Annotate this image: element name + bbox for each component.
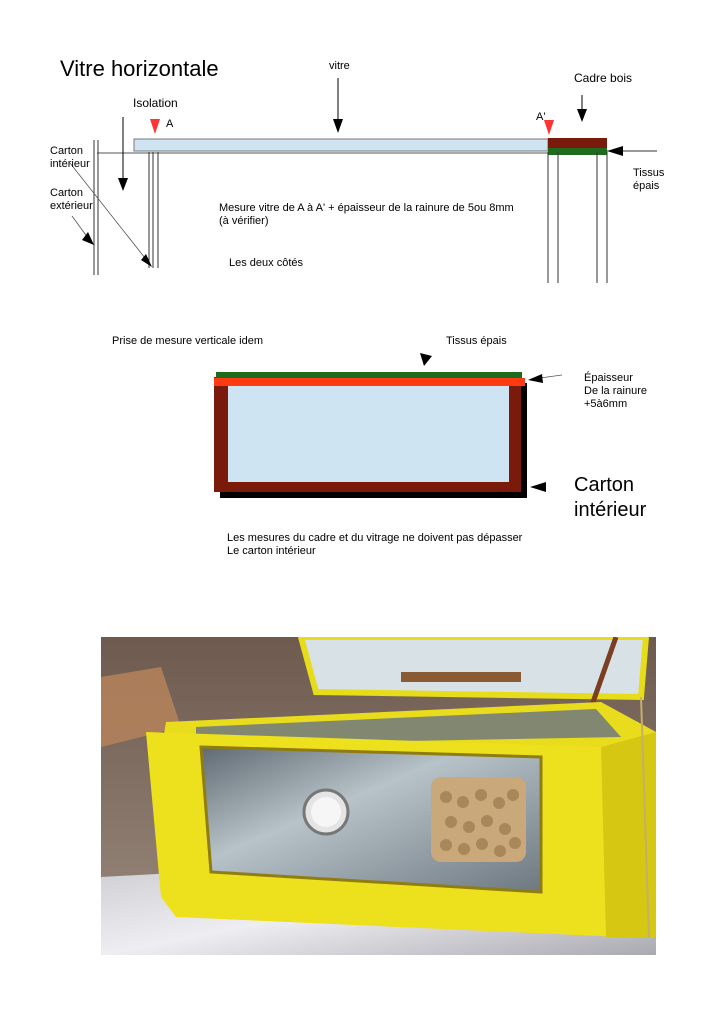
note-text-2: Le carton intérieur [227, 545, 316, 557]
vitre-arrow [333, 119, 343, 133]
tissus-arrow [607, 146, 623, 156]
tissus-label-2: épais [633, 180, 660, 192]
prise-mesure-text: Prise de mesure verticale idem [112, 335, 264, 347]
middle-tissus-arrow [420, 353, 432, 366]
deux-cotes-text: Les deux côtés [229, 257, 303, 269]
middle-carton-label-2: intérieur [574, 499, 647, 521]
cadre-bois-label: Cadre bois [574, 71, 633, 85]
a-label: A [166, 118, 174, 130]
epaisseur-arrow [528, 374, 543, 383]
carton-interieur-label-2: intérieur [50, 158, 90, 170]
epaisseur-label-3: +5à6mm [584, 398, 628, 410]
a-marker-icon [150, 119, 160, 134]
note-text-1: Les mesures du cadre et du vitrage ne doivent pas dépasser [227, 532, 523, 544]
mesure-text-1: Mesure vitre de A à A' + épaisseur de la rainure de 5ou 8mm [219, 202, 514, 214]
epaisseur-label-1: Épaisseur [584, 372, 633, 384]
isolation-arrow [118, 178, 128, 191]
carton-exterieur-arrow [82, 232, 94, 245]
a-prime-label: A' [536, 111, 546, 123]
middle-tissus-label: Tissus épais [446, 335, 507, 347]
lid-hinge [401, 672, 521, 682]
middle-carton-arrow [530, 482, 546, 492]
middle-carton-label-1: Carton [574, 474, 635, 496]
carton-exterieur-label-1: Carton [50, 187, 84, 199]
box-glass [228, 386, 509, 482]
glass-pane [134, 139, 548, 151]
a-prime-marker-icon [544, 120, 554, 135]
box-fabric [216, 372, 522, 378]
carton-exterieur-label-2: extérieur [50, 200, 93, 212]
page-title: Vitre horizontale [60, 56, 219, 81]
mesure-text-2: (à vérifier) [219, 215, 269, 227]
box-rim [214, 378, 525, 386]
carton-interieur-label-1: Carton [50, 145, 84, 157]
tissus-label-1: Tissus [633, 167, 665, 179]
solar-box-cooker-photo [101, 637, 656, 955]
cadre-bois-arrow [577, 109, 587, 122]
carton-interieur-arrow [141, 254, 152, 267]
wood-frame [548, 138, 607, 148]
epaisseur-label-2: De la rainure [584, 385, 647, 397]
fabric-strip [548, 148, 607, 155]
reflector-lid [301, 637, 646, 697]
vitre-label: vitre [329, 60, 350, 72]
photo-illustration [101, 637, 656, 955]
isolation-label: Isolation [133, 96, 178, 110]
